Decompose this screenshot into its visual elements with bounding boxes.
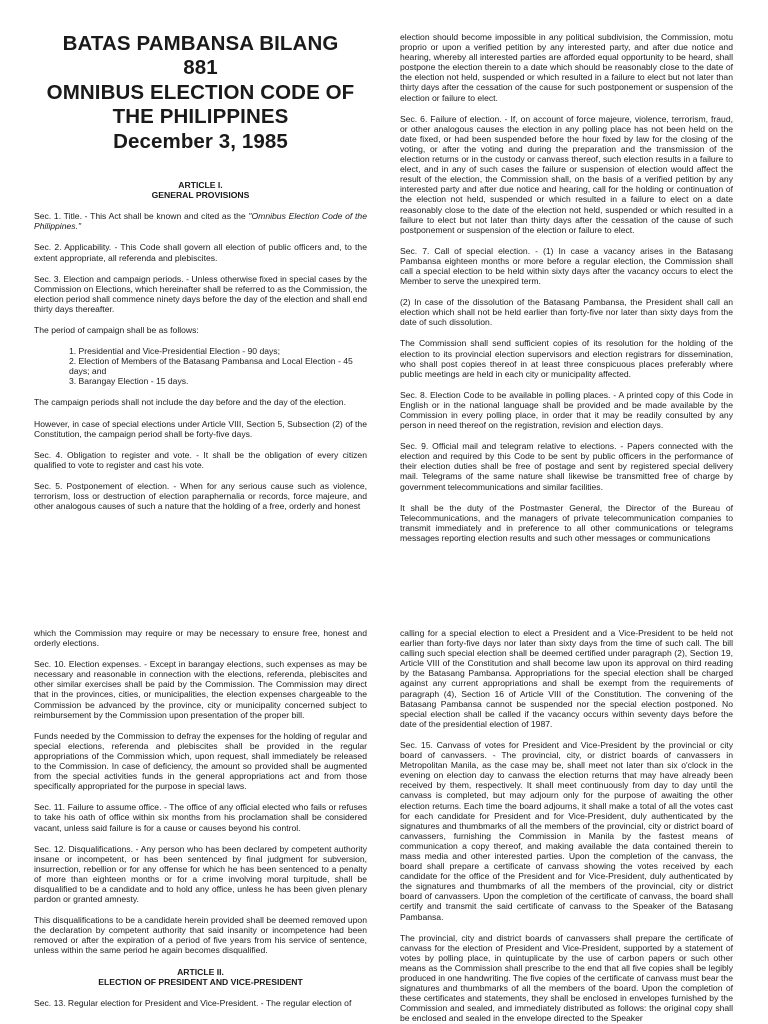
page-2-right-column bbox=[400, 628, 733, 1024]
section-5-paragraph: Sec. 5. Postponement of election. - When for any serious cause such as violence, terrorism, loss or destruction of election paraphernalia or records, force majeure, and other analogous causes of such a nature that the holding of a free, orderly and honest bbox=[34, 480, 367, 512]
article-2-heading bbox=[34, 967, 367, 987]
section-3-paragraph: Sec. 3. Election and campaign periods. - Unless otherwise fixed in special cases by the Commission on Elections, which hereinafter shall be referred to as the Commission, the election period shall commence ninety days before the day of the election and shall end thirty days thereafter. bbox=[34, 273, 367, 314]
article-2-number: ARTICLE II. bbox=[177, 966, 224, 977]
funds-paragraph: Funds needed by the Commission to defray the expenses for the holding of regular and special elections, referenda and plebiscites shall be provided in the regular appropriations of the Commission which, upon request, shall immediately be released to the Commission. In case of deficiency, the amount so provided shall be augmented from the special activities funds in the general appropriations act and from those specifically appropriated for the purpose in special laws. bbox=[34, 730, 367, 792]
section-13-paragraph: Sec. 13. Regular election for President and Vice-President. - The regular election of bbox=[34, 997, 352, 1008]
campaign-period-list bbox=[34, 346, 367, 386]
section-7-paragraph: Sec. 7. Call of special election. - (1) In case a vacancy arises in the Batasang Pambansa eighteen months or more before a regular election, the Commission shall call a special election to be held within sixty days after the vacancy occurs to elect the Member to serve the unexpired term. bbox=[400, 245, 733, 287]
title-line-2: 881 bbox=[183, 56, 218, 80]
document-title bbox=[34, 32, 367, 154]
title-line-3: OMNIBUS ELECTION CODE OF bbox=[46, 80, 355, 104]
title-line-4: THE PHILIPPINES bbox=[112, 105, 289, 129]
section-12-paragraph: Sec. 12. Disqualifications. - Any person who has been declared by competent authority insane or incompetent, or has been sentenced by final judgment for subversion, insurrection, rebellion or for any offense for which he has been sentenced to a penalty of more than eighteen months or for a crime involving moral turpitude, shall be disqualified to be a candidate and to hold any office, unless he has been given plenary pardon or granted amnesty. bbox=[34, 843, 367, 905]
article-2-title: ELECTION OF PRESIDENT AND VICE-PRESIDENT bbox=[98, 976, 303, 987]
section-4-paragraph: Sec. 4. Obligation to register and vote. - It shall be the obligation of every citizen qualified to vote to register and cast his vote. bbox=[34, 449, 367, 470]
page-1-left-column bbox=[34, 32, 367, 522]
article-1-title: GENERAL PROVISIONS bbox=[151, 190, 250, 201]
boards-of-canvassers-paragraph: The provincial, city and district boards of canvassers shall prepare the certificate of canvass for the election of President and Vice-President, supported by a statement of votes by polling place, in quintuplicate by the use of carbon papers or such other means as the Commission shall prescribe to the end that all five copies shall be legibly produced in one handwriting. The five copies of the certificate of canvass must bear the signatures and thumbmarks of all the members of the board. Upon the completion of these certificates and statements, they shall be enclosed in envelopes furnished by the Commission and sealed, and immediately distributed as follows: the original copy shall be enclosed and sealed in the envelope directed to the Speaker bbox=[400, 932, 733, 1024]
title-line-1: BATAS PAMBANSA BILANG bbox=[62, 32, 339, 55]
continued-paragraph: which the Commission may require or may be necessary to ensure free, honest and orderly elections. bbox=[34, 628, 367, 649]
special-elections-paragraph: However, in case of special elections under Article VIII, Section 5, Subsection (2) of the Constitution, the campaign period shall be forty-five days. bbox=[34, 418, 367, 439]
article-1-number: ARTICLE I. bbox=[178, 180, 223, 191]
postmaster-duty-paragraph: It shall be the duty of the Postmaster General, the Director of the Bureau of Telecommunications, and the managers of private telecommunication companies to transmit immediately and in preference to all other communications or telegrams messages reporting election results and such other messages or communications bbox=[400, 502, 733, 543]
campaign-period-item: 3. Barangay Election - 15 days. bbox=[69, 376, 189, 387]
page-2-left-column bbox=[34, 628, 367, 1019]
resolution-copies-paragraph: The Commission shall send sufficient copies of its resolution for the holding of the election to its provincial election supervisors and election registrars for dissemination, who shall post copies thereof in at least three conspicuous places preferably where public meetings are held in each city or municipality affected. bbox=[400, 338, 733, 379]
section-8-paragraph: Sec. 8. Election Code to be available in polling places. - A printed copy of this Code in English or in the national language shall be provided and be made available by the Commission in every polling place, in order that it may be readily consulted by any person in need thereof on the registration, revision and election days. bbox=[400, 389, 733, 431]
page-1-right-column bbox=[400, 32, 733, 554]
document-page-2 bbox=[0, 616, 768, 1024]
section-9-paragraph: Sec. 9. Official mail and telegram relative to elections. - Papers connected with the election and required by this Code to be sent by public officers in the performance of their election duties shall be free of postage and sent by registered special delivery mail. Telegrams of the same nature shall likewise be transmitted free of charge by government telecommunications and similar facilities. bbox=[400, 441, 733, 492]
section-2-paragraph: Sec. 2. Applicability. - This Code shall govern all election of public officers and, to the extent appropriate, all referenda and plebiscites. bbox=[34, 242, 367, 263]
section-10-paragraph: Sec. 10. Election expenses. - Except in barangay elections, such expenses as may be necessary and reasonable in connection with the elections, referenda, plebiscites and other similar exercises shall be paid by the Commission. The Commission may direct that in the provinces, cities, or municipalities, the election expenses chargeable to the Commission be advanced by the province, city or municipality concerned subject to reimbursement by the Commission upon presentation of the proper bill. bbox=[34, 659, 367, 720]
special-election-continued-paragraph: calling for a special election to elect a President and a Vice-President to be held not earlier than forty-five days nor later than sixty days from the time of such call. The bill calling such special election shall be deemed certified under paragraph (2), Section 19, Article VIII of the Constitution and shall become law upon its approval on third reading by the Batasang Pambansa. Appropriations for the special election shall be charged against any current appropriations and shall be exempt from the requirements of paragraph (4), Section 16 of Article VIII of the Constitution. The convening of the Batasang Pambansa cannot be suspended nor the special election postponed. No special election shall be called if the vacancy occurs within seventy days before the date of the presidential election of 1987. bbox=[400, 628, 733, 729]
campaign-period-item: 1. Presidential and Vice-Presidential Election - 90 days; bbox=[69, 346, 280, 357]
section-6-paragraph: Sec. 6. Failure of election. - If, on account of force majeure, violence, terrorism, fraud, or other analogous causes the election in any polling place has not been held on the date fixed, or had been suspended before the hour fixed by law for the closing of the voting, or after the voting and during the preparation and the transmission of the election returns or in the custody or canvass thereof, such election results in a failure to elect, and in any of such cases the failure or suspension of election would affect the result of the election, the Commission shall, on the basis of a verified petition by any interested party and after due notice and hearing, call for the holding or continuation of the election not held, suspended or which resulted in a failure to elect on a date reasonably close to the date of the election not held, suspended or which resulted in a failure to elect but not later than thirty days after the cessation of the cause of such postponement or suspension of the election or failure to elect. bbox=[400, 113, 733, 235]
page-gap bbox=[0, 582, 768, 616]
campaign-intro-paragraph: The period of campaign shall be as follows: bbox=[34, 324, 199, 335]
campaign-exclusion-paragraph: The campaign periods shall not include the day before and the day of the election. bbox=[34, 397, 346, 408]
section-1-paragraph bbox=[34, 211, 367, 231]
section-7-subsection-2-paragraph: (2) In case of the dissolution of the Batasang Pambansa, the President shall call an election which shall not be held earlier than forty-five nor later than sixty days from the date of such dissolution. bbox=[400, 297, 733, 328]
section-15-paragraph: Sec. 15. Canvass of votes for President and Vice-President by the provincial or city board of canvassers. - The provincial, city, or district boards of canvassers in Metropolitan Manila, as the case may be, shall meet not later than six o'clock in the evening on election day to canvass the election returns that may have already been received by them, respectively. It shall meet continuously from day to day until the canvass is completed, but may adjourn only for the purpose of awaiting the other election returns. Each time the board adjourns, it shall make a total of all the votes cast for each candidate for President and for Vice-President, duly authenticated by the signatures and thumbmarks of all the members of the provincial, city or district board of canvassers, furnishing the Commission in Manila by the fastest means of communication a copy thereof, and making available the data contained therein to mass media and other interested parties. Upon the completion of the canvass, the board shall prepare a certificate of canvass showing the votes received by each candidate for the office of the President and for Vice-President, duly authenticated by the signatures and thumbmarks of all the members of the provincial, city or district board of canvassers. Upon the completion of the certificate of canvass, the board shall certify and transmit the said certificate of canvass to the Speaker of the Batasang Pambansa. bbox=[400, 739, 733, 922]
section-1-quote: "Omnibus Election Code of the Philippines." bbox=[34, 211, 367, 232]
disqualification-removed-paragraph: This disqualifications to be a candidate herein provided shall be deemed removed upon the declaration by competent authority that said insanity or incompetence had been removed or after the expiration of a period of five years from his service of sentence, unless within the same period he again becomes disqualified. bbox=[34, 915, 367, 956]
section-11-paragraph: Sec. 11. Failure to assume office. - The office of any official elected who fails or refuses to take his oath of office within six months from his proclamation shall be considered vacant, unless said failure is for a cause or causes beyond his control. bbox=[34, 802, 367, 833]
article-1-heading bbox=[34, 180, 367, 200]
section-5-continued-paragraph: election should become impossible in any political subdivision, the Commission, motu proprio or upon a verified petition by any interested party, and after due notice and hearing, whereby all interested parties are afforded equal opportunity to be heard, shall postpone the election therein to a date which should be reasonably close to the date of the election not held, suspended or which resulted in a failure to elect but not later than thirty days after the cessation of the cause for such postponement or suspension of the election or failure to elect. bbox=[400, 32, 733, 103]
title-date: December 3, 1985 bbox=[113, 129, 288, 153]
section-1-text: Sec. 1. Title. - This Act shall be known and cited as the bbox=[34, 211, 249, 222]
campaign-period-item: 2. Election of Members of the Batasang Pambansa and Local Election - 45 days; and bbox=[69, 356, 353, 377]
